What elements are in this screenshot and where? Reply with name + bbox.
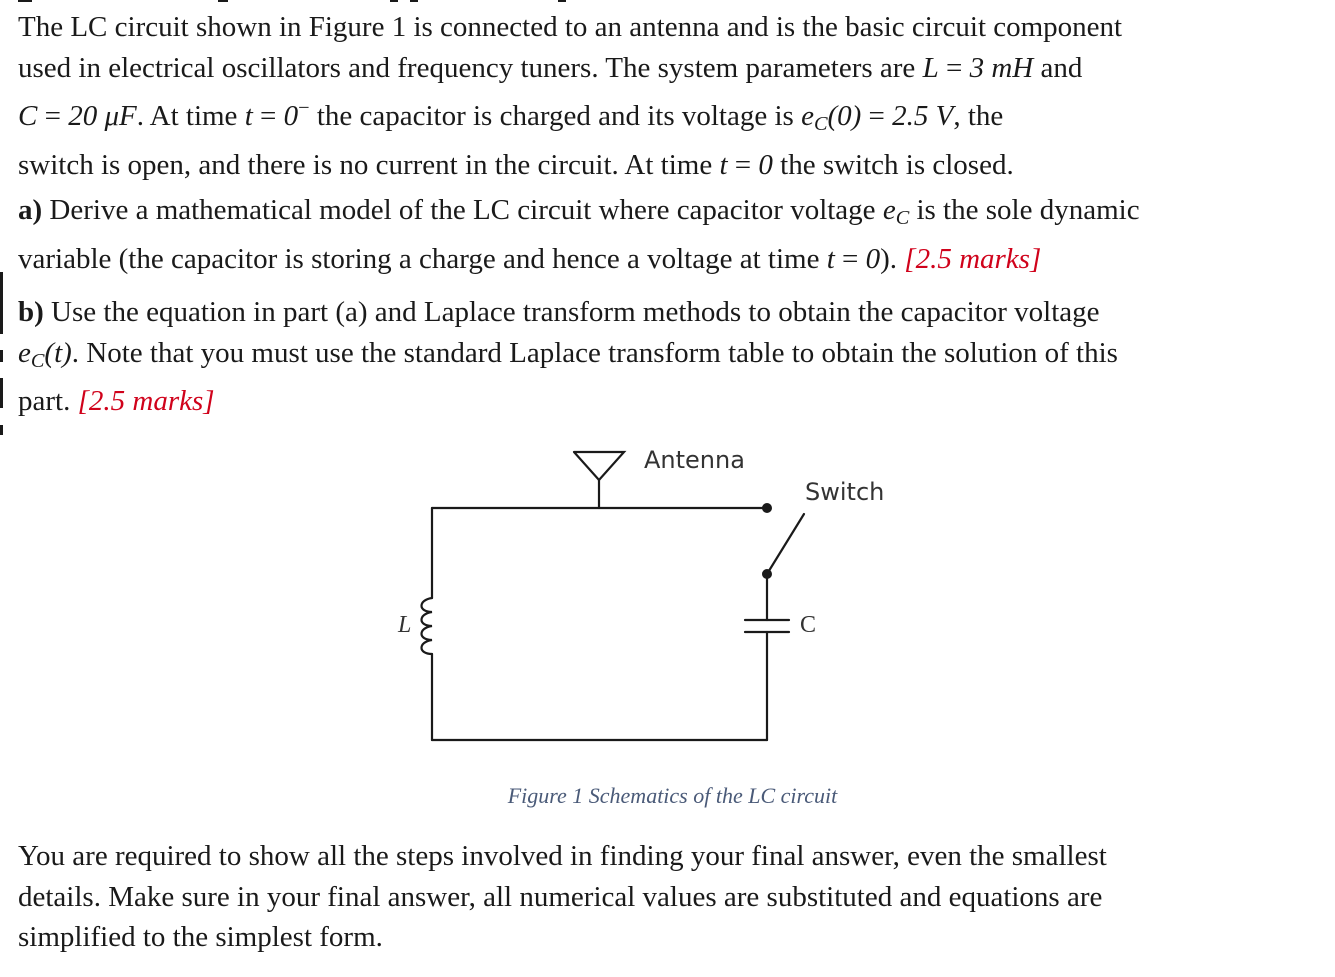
- margin-mark: [0, 425, 3, 435]
- margin-mark: [0, 272, 3, 334]
- inductor-label: L: [398, 612, 412, 638]
- part-a-line-2: variable (the capacitor is storing a charge and hence a voltage at time t = 0). [2.5 marks]: [18, 242, 1042, 275]
- part-b-line-3: part. [2.5 marks]: [18, 385, 215, 418]
- intro-line-3: C = 20 μF. At time t = 0− the capacitor is charged and its voltage is $e_C(0) = 2.5$ V, the: [18, 97, 1004, 136]
- part-a-line-1: a) Derive a mathematical model of the LC circuit where capacitor voltage $e_C$ is the sole dynamic: [18, 194, 1140, 230]
- margin-mark: [0, 378, 3, 408]
- intro-line-1: The LC circuit shown in Figure 1 is connected to an antenna and is the basic circuit component: [18, 11, 1123, 43]
- part-a-marks: [2.5 marks]: [904, 242, 1042, 275]
- switch-pivot: [762, 569, 772, 579]
- antenna-symbol: [574, 452, 624, 480]
- lc-circuit-figure: [360, 440, 960, 760]
- cropped-heading-fragment: [18, 0, 578, 4]
- figure-caption: Figure 1 Schematics of the LC circuit: [507, 783, 838, 808]
- closing-paragraph: [18, 836, 1318, 958]
- closing-line-2: details. Make sure in your final answer, all numerical values are substituted and equations are: [18, 880, 1103, 913]
- intro-line-4: switch is open, and there is no current in the circuit. At time t = 0 the switch is closed.: [18, 148, 1014, 181]
- switch-lever: [767, 514, 804, 574]
- margin-mark: [0, 350, 3, 362]
- switch-label: Switch: [805, 478, 885, 506]
- part-b-line-1: b) Use the equation in part (a) and Laplace transform methods to obtain the capacitor voltage: [18, 296, 1100, 328]
- part-a-label: a): [18, 194, 43, 226]
- part-b-label: b): [18, 296, 44, 328]
- part-b-marks: [2.5 marks]: [77, 385, 215, 418]
- part-b-line-2: $e_C(t)$. Note that you must use the standard Laplace transform table to obtain the solution of this: [18, 336, 1118, 372]
- capacitor-label: C: [800, 612, 817, 638]
- antenna-label: Antenna: [644, 446, 745, 474]
- switch-contact-top: [762, 503, 772, 513]
- inductor-coil: [422, 598, 433, 654]
- part-a-question: [18, 190, 1318, 279]
- intro-line-2: used in electrical oscillators and frequency tuners. The system parameters are L = 3 mH and: [18, 51, 1083, 84]
- closing-line-1: You are required to show all the steps involved in finding your final answer, even the smallest: [18, 840, 1107, 872]
- intro-paragraph: [18, 7, 1318, 185]
- closing-line-3: simplified to the simplest form.: [18, 921, 383, 953]
- part-b-question: [18, 292, 1318, 422]
